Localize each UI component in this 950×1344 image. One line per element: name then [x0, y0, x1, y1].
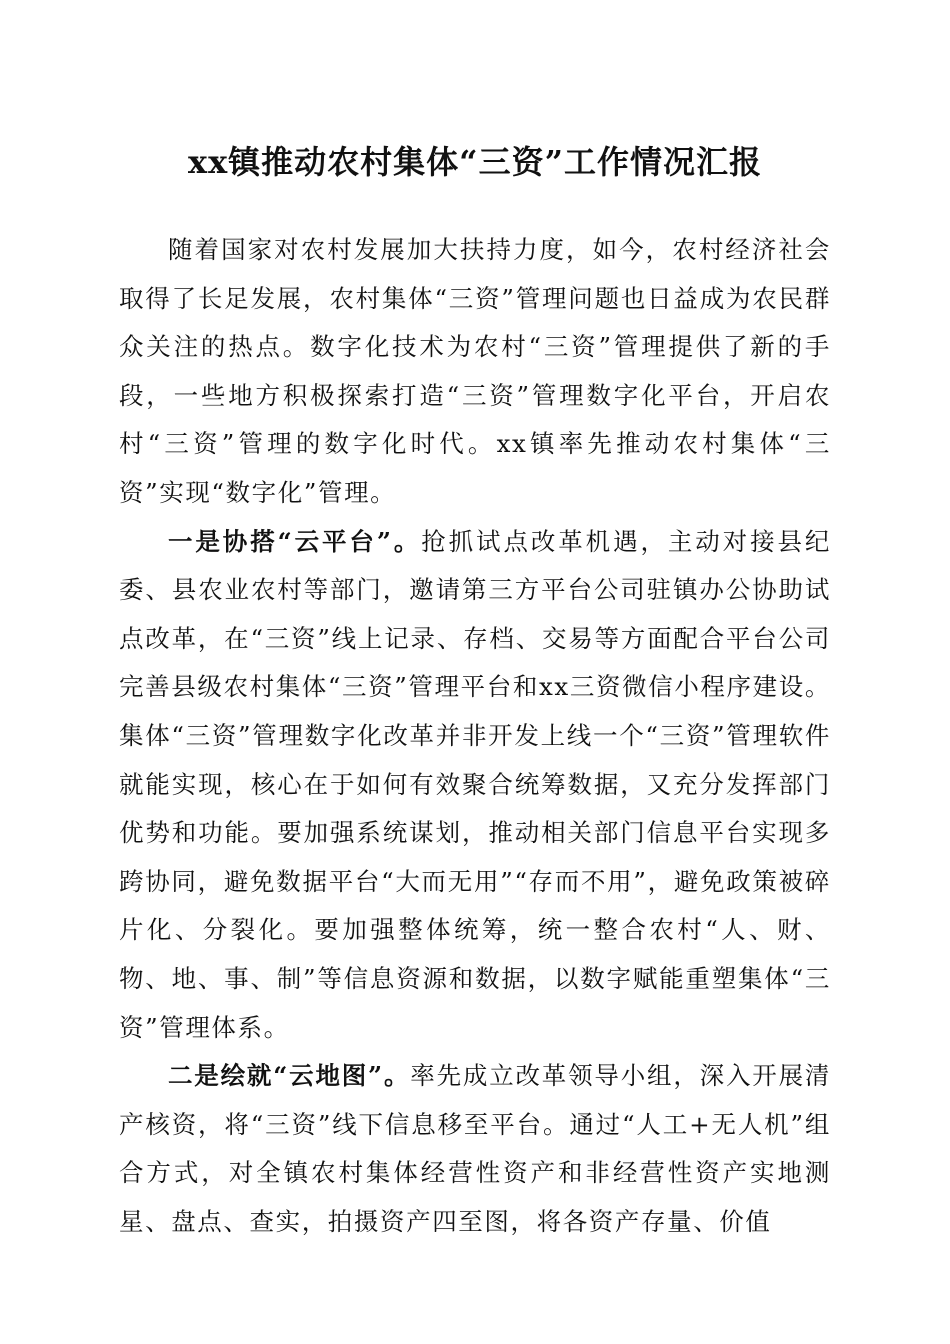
paragraph-text: 随着国家对农村发展加大扶持力度，如今，农村经济社会取得了长足发展，农村集体“三资”管理问题也日益成为农民群众关注的热点。数字化技术为农村“三资”管理提供了新的手段，一些地方积极探索打造“三资”管理数字化平台，开启农村“三资”管理的数字化时代。xx镇率先推动农村集体“三资”实现“数字化”管理。	[119, 235, 831, 507]
paragraph-text: 抢抓试点改革机遇，主动对接县纪委、县农业农村等部门，邀请第三方平台公司驻镇办公协助试点改革，在“三资”线上记录、存档、交易等方面配合平台公司完善县级农村集体“三资”管理平台和xx三资微信小程序建设。集体“三资”管理数字化改革并非开发上线一个“三资”管理软件就能实现，核心在于如何有效聚合统筹数据，又充分发挥部门优势和功能。要加强系统谋划，推动相关部门信息平台实现多跨协同，避免数据平台“大而无用”“存而不用”，避免政策被碎片化、分裂化。要加强整体统筹，统一整合农村“人、财、物、地、事、制”等信息资源和数据，以数字赋能重塑集体“三资”管理体系。	[119, 526, 831, 1042]
paragraph-lead: 二是绘就“云地图”。	[168, 1061, 411, 1091]
paragraph-cloud-map	[119, 1052, 831, 1246]
document-body	[119, 226, 831, 1246]
paragraph-text: 率先成立改革领导小组，深入开展清产核资，将“三资”线下信息移至平台。通过“人工+无人机”组合方式，对全镇农村集体经营性资产和非经营性资产实地测星、盘点、查实，拍摄资产四至图，将各资产存量、价值	[119, 1061, 831, 1236]
document-title: xx镇推动农村集体“三资”工作情况汇报	[188, 143, 762, 181]
paragraph-lead: 一是协搭“云平台”。	[168, 526, 422, 556]
paragraph-intro	[119, 226, 831, 518]
paragraph-cloud-platform	[119, 518, 831, 1053]
